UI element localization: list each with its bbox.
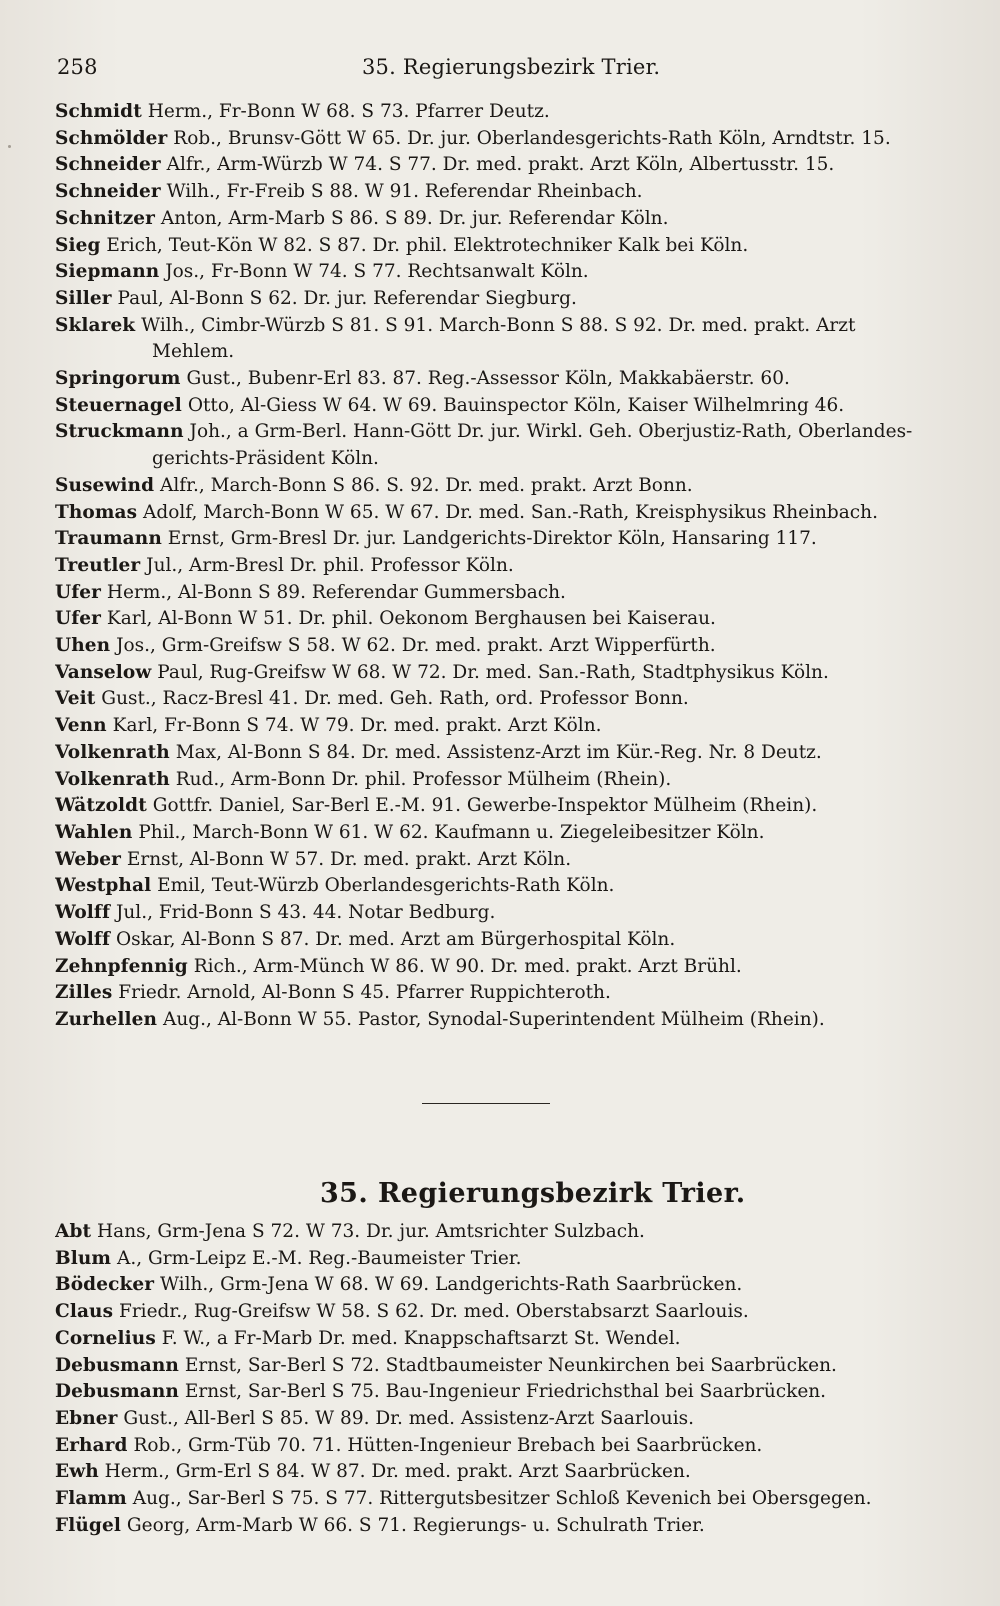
list-item <box>55 1406 940 1433</box>
list-item <box>55 500 940 527</box>
list-item <box>55 1246 940 1273</box>
entry-details: Erich, Teut-Kön W 82. S 87. Dr. phil. Elektrotechniker Kalk bei Köln. <box>106 234 749 256</box>
entry-details: Jul., Frid-Bonn S 43. 44. Notar Bedburg. <box>115 902 496 924</box>
list-item <box>55 206 940 233</box>
entry-details: Jos., Fr-Bonn W 74. S 77. Rechtsanwalt Köln. <box>165 261 589 283</box>
entry-surname: Thomas <box>55 501 138 523</box>
entry-surname: Siepmann <box>55 261 160 283</box>
entry-details: Oskar, Al-Bonn S 87. Dr. med. Arzt am Bürgerhospital Köln. <box>115 928 676 950</box>
entry-surname: Wolff <box>55 928 111 950</box>
entry-details: Alfr., March-Bonn S 86. S. 92. Dr. med. prakt. Arzt Bonn. <box>160 474 693 496</box>
list-item <box>55 1486 940 1513</box>
list-item <box>55 152 940 179</box>
entry-details: Otto, Al-Giess W 64. W 69. Bauinspector Köln, Kaiser Wilhelmring 46. <box>187 394 845 416</box>
entry-details: Paul, Rug-Greifsw W 68. W 72. Dr. med. San.-Rath, Stadtphysikus Köln. <box>157 661 829 683</box>
entry-details: Herm., Al-Bonn S 89. Referendar Gummersbach. <box>106 581 566 603</box>
entry-surname: Vanselow <box>55 661 152 683</box>
list-item <box>55 1459 940 1486</box>
list-item <box>55 1379 940 1406</box>
entry-details: A., Grm-Leipz E.-M. Reg.-Baumeister Trier. <box>116 1247 522 1269</box>
entry-surname: Zurhellen <box>55 1008 158 1030</box>
entry-surname: Abt <box>55 1221 92 1242</box>
list-item <box>55 1007 940 1034</box>
entry-surname: Cornelius <box>55 1327 156 1349</box>
entry-surname: Ufer <box>55 581 102 603</box>
entry-details: Rob., Brunsv-Gött W 65. Dr. jur. Oberlandesgerichts-Rath Köln, Arndtstr. 15. <box>173 127 891 149</box>
entry-details: Anton, Arm-Marb S 86. S 89. Dr. jur. Referendar Köln. <box>160 207 669 229</box>
entry-details: Gust., All-Berl S 85. W 89. Dr. med. Assistenz-Arzt Saarlouis. <box>123 1407 695 1429</box>
list-item <box>55 99 940 126</box>
entry-details: Ernst, Sar-Berl S 72. Stadtbaumeister Neunkirchen bei Saarbrücken. <box>184 1354 837 1376</box>
entry-continuation: Mehlem. <box>152 341 235 363</box>
entry-surname: Flügel <box>55 1514 121 1536</box>
entry-surname: Weber <box>55 848 121 870</box>
entry-details: Jos., Grm-Greifsw S 58. W 62. Dr. med. prakt. Arzt Wipperfürth. <box>116 635 716 657</box>
entry-surname: Erhard <box>55 1434 128 1456</box>
list-item <box>55 526 940 553</box>
entry-surname: Sieg <box>55 234 101 256</box>
entry-surname: Springorum <box>55 368 181 390</box>
entry-surname: Siller <box>55 287 112 309</box>
list-item <box>55 820 940 847</box>
entry-details: Rud., Arm-Bonn Dr. phil. Professor Mülheim (Rhein). <box>175 768 672 790</box>
list-item <box>55 873 940 900</box>
page-number: 258 <box>57 55 98 79</box>
entry-details: Herm., Grm-Erl S 84. W 87. Dr. med. prakt. Arzt Saarbrücken. <box>104 1461 691 1483</box>
entry-surname: Ebner <box>55 1407 118 1429</box>
list-item <box>55 473 940 500</box>
entry-details: Karl, Fr-Bonn S 74. W 79. Dr. med. prakt. Arzt Köln. <box>112 715 602 737</box>
entry-surname: Schneider <box>55 154 161 176</box>
entry-details: Gottfr. Daniel, Sar-Berl E.-M. 91. Gewerbe-Inspektor Mülheim (Rhein). <box>152 795 818 817</box>
list-item <box>55 686 940 713</box>
entry-surname: Sklarek <box>55 314 136 336</box>
entry-details: Max, Al-Bonn S 84. Dr. med. Assistenz-Arzt im Kür.-Reg. Nr. 8 Deutz. <box>175 741 822 763</box>
entry-details: Adolf, March-Bonn W 65. W 67. Dr. med. San.-Rath, Kreisphysikus Rheinbach. <box>143 501 878 523</box>
list-item <box>55 313 940 340</box>
entry-surname: Susewind <box>55 474 155 496</box>
entry-details: Paul, Al-Bonn S 62. Dr. jur. Referendar Siegburg. <box>117 287 577 309</box>
entry-details: Karl, Al-Bonn W 51. Dr. phil. Oekonom Berghausen bei Kaiserau. <box>106 608 716 630</box>
page-header <box>57 55 943 85</box>
entry-details: Joh., a Grm-Berl. Hann-Gött Dr. jur. Wirkl. Geh. Oberjustiz-Rath, Oberlandes- <box>189 421 913 443</box>
list-item <box>55 179 940 206</box>
entry-details: Wilh., Fr-Freib S 88. W 91. Referendar Rheinbach. <box>166 181 643 203</box>
entry-details: Georg, Arm-Marb W 66. S 71. Regierungs- u. Schulrath Trier. <box>126 1514 705 1536</box>
list-item <box>55 393 940 420</box>
entry-details: Rich., Arm-Münch W 86. W 90. Dr. med. prakt. Arzt Brühl. <box>193 955 742 977</box>
list-item <box>55 126 940 153</box>
entry-surname: Veit <box>55 688 96 710</box>
entry-surname: Blum <box>55 1247 112 1269</box>
list-item <box>55 286 940 313</box>
entry-surname: Traumann <box>55 528 162 550</box>
entry-details: Ernst, Al-Bonn W 57. Dr. med. prakt. Arzt Köln. <box>126 848 572 870</box>
entry-details: Gust., Racz-Bresl 41. Dr. med. Geh. Rath, ord. Professor Bonn. <box>101 688 689 710</box>
entry-details: Wilh., Grm-Jena W 68. W 69. Landgerichts-Rath Saarbrücken. <box>159 1274 743 1296</box>
entry-details: Jul., Arm-Bresl Dr. phil. Professor Köln. <box>146 554 514 576</box>
entry-surname: Ufer <box>55 608 102 630</box>
entry-surname: Uhen <box>55 635 111 657</box>
entry-surname: Schmölder <box>55 127 168 149</box>
entry-details: Alfr., Arm-Würzb W 74. S 77. Dr. med. prakt. Arzt Köln, Albertusstr. 15. <box>166 154 835 176</box>
list-item <box>55 553 940 580</box>
entry-surname: Flamm <box>55 1488 127 1510</box>
entry-surname: Wahlen <box>55 821 133 843</box>
entry-surname: Schnitzer <box>55 207 156 229</box>
list-item <box>55 233 940 260</box>
entry-details: Gust., Bubenr-Erl 83. 87. Reg.-Assessor Köln, Makkabäerstr. 60. <box>186 368 790 390</box>
directory-entries-trier <box>55 1219 940 1539</box>
entry-surname: Debusmann <box>55 1381 179 1403</box>
list-item <box>55 713 940 740</box>
list-item <box>55 767 940 794</box>
directory-entries-koeln <box>55 99 940 1034</box>
entry-surname: Zehnpfennig <box>55 955 188 977</box>
section-divider <box>422 1103 550 1104</box>
list-item <box>55 1272 940 1299</box>
entry-details: Ernst, Sar-Berl S 75. Bau-Ingenieur Friedrichsthal bei Saarbrücken. <box>184 1381 827 1403</box>
entry-surname: Westphal <box>55 875 152 897</box>
entry-details: Ernst, Grm-Bresl Dr. jur. Landgerichts-Direktor Köln, Hansaring 117. <box>167 528 817 550</box>
entry-surname: Bödecker <box>55 1274 155 1296</box>
list-item <box>55 1299 940 1326</box>
list-item <box>55 1513 940 1540</box>
entry-details: Emil, Teut-Würzb Oberlandesgerichts-Rath Köln. <box>157 875 615 897</box>
entry-surname: Steuernagel <box>55 394 182 416</box>
entry-details: Aug., Al-Bonn W 55. Pastor, Synodal-Superintendent Mülheim (Rhein). <box>163 1008 825 1030</box>
entry-surname: Schneider <box>55 181 161 203</box>
list-item <box>55 580 940 607</box>
list-item <box>55 954 940 981</box>
entry-surname: Struckmann <box>55 421 184 443</box>
list-item <box>55 633 940 660</box>
entry-surname: Treutler <box>55 554 141 576</box>
list-item <box>55 927 940 954</box>
entry-surname: Schmidt <box>55 101 142 122</box>
list-item <box>55 740 940 767</box>
entry-surname: Wätzoldt <box>55 795 147 817</box>
entry-surname: Zilles <box>55 982 113 1004</box>
list-item <box>55 900 940 927</box>
entry-details: Phil., March-Bonn W 61. W 62. Kaufmann u. Ziegeleibesitzer Köln. <box>138 821 765 843</box>
list-item <box>55 1433 940 1460</box>
page-speck <box>8 145 11 148</box>
entry-details: Friedr. Arnold, Al-Bonn S 45. Pfarrer Ruppichteroth. <box>118 982 611 1004</box>
list-item <box>55 419 940 446</box>
entry-details: F. W., a Fr-Marb Dr. med. Knappschaftsarzt St. Wendel. <box>161 1327 681 1349</box>
entry-details: Wilh., Cimbr-Würzb S 81. S 91. March-Bonn S 88. S 92. Dr. med. prakt. Arzt <box>141 314 856 336</box>
list-item <box>55 259 940 286</box>
list-item <box>55 660 940 687</box>
entry-details: Aug., Sar-Berl S 75. S 77. Rittergutsbesitzer Schloß Kevenich bei Obersgegen. <box>132 1488 872 1510</box>
list-item <box>55 1353 940 1380</box>
entry-details: Rob., Grm-Tüb 70. 71. Hütten-Ingenieur Brebach bei Saarbrücken. <box>133 1434 763 1456</box>
entry-surname: Claus <box>55 1301 114 1323</box>
list-item <box>55 980 940 1007</box>
list-item <box>55 1326 940 1353</box>
entry-details: Herm., Fr-Bonn W 68. S 73. Pfarrer Deutz. <box>147 101 550 122</box>
list-item <box>55 847 940 874</box>
entry-surname: Ewh <box>55 1461 99 1483</box>
list-item <box>55 1219 940 1246</box>
entry-surname: Wolff <box>55 902 111 924</box>
list-item <box>55 366 940 393</box>
entry-details: Hans, Grm-Jena S 72. W 73. Dr. jur. Amtsrichter Sulzbach. <box>97 1221 645 1242</box>
entry-continuation: gerichts-Präsident Köln. <box>152 448 379 470</box>
entry-surname: Volkenrath <box>55 741 170 763</box>
entry-surname: Venn <box>55 715 107 737</box>
section-heading: 35. Regierungsbezirk Trier. <box>320 1178 746 1209</box>
entry-surname: Volkenrath <box>55 768 170 790</box>
entry-details: Friedr., Rug-Greifsw W 58. S 62. Dr. med. Oberstabsarzt Saarlouis. <box>119 1301 749 1323</box>
running-head: 35. Regierungsbezirk Trier. <box>362 55 661 79</box>
entry-surname: Debusmann <box>55 1354 179 1376</box>
list-item <box>55 606 940 633</box>
list-item <box>55 793 940 820</box>
